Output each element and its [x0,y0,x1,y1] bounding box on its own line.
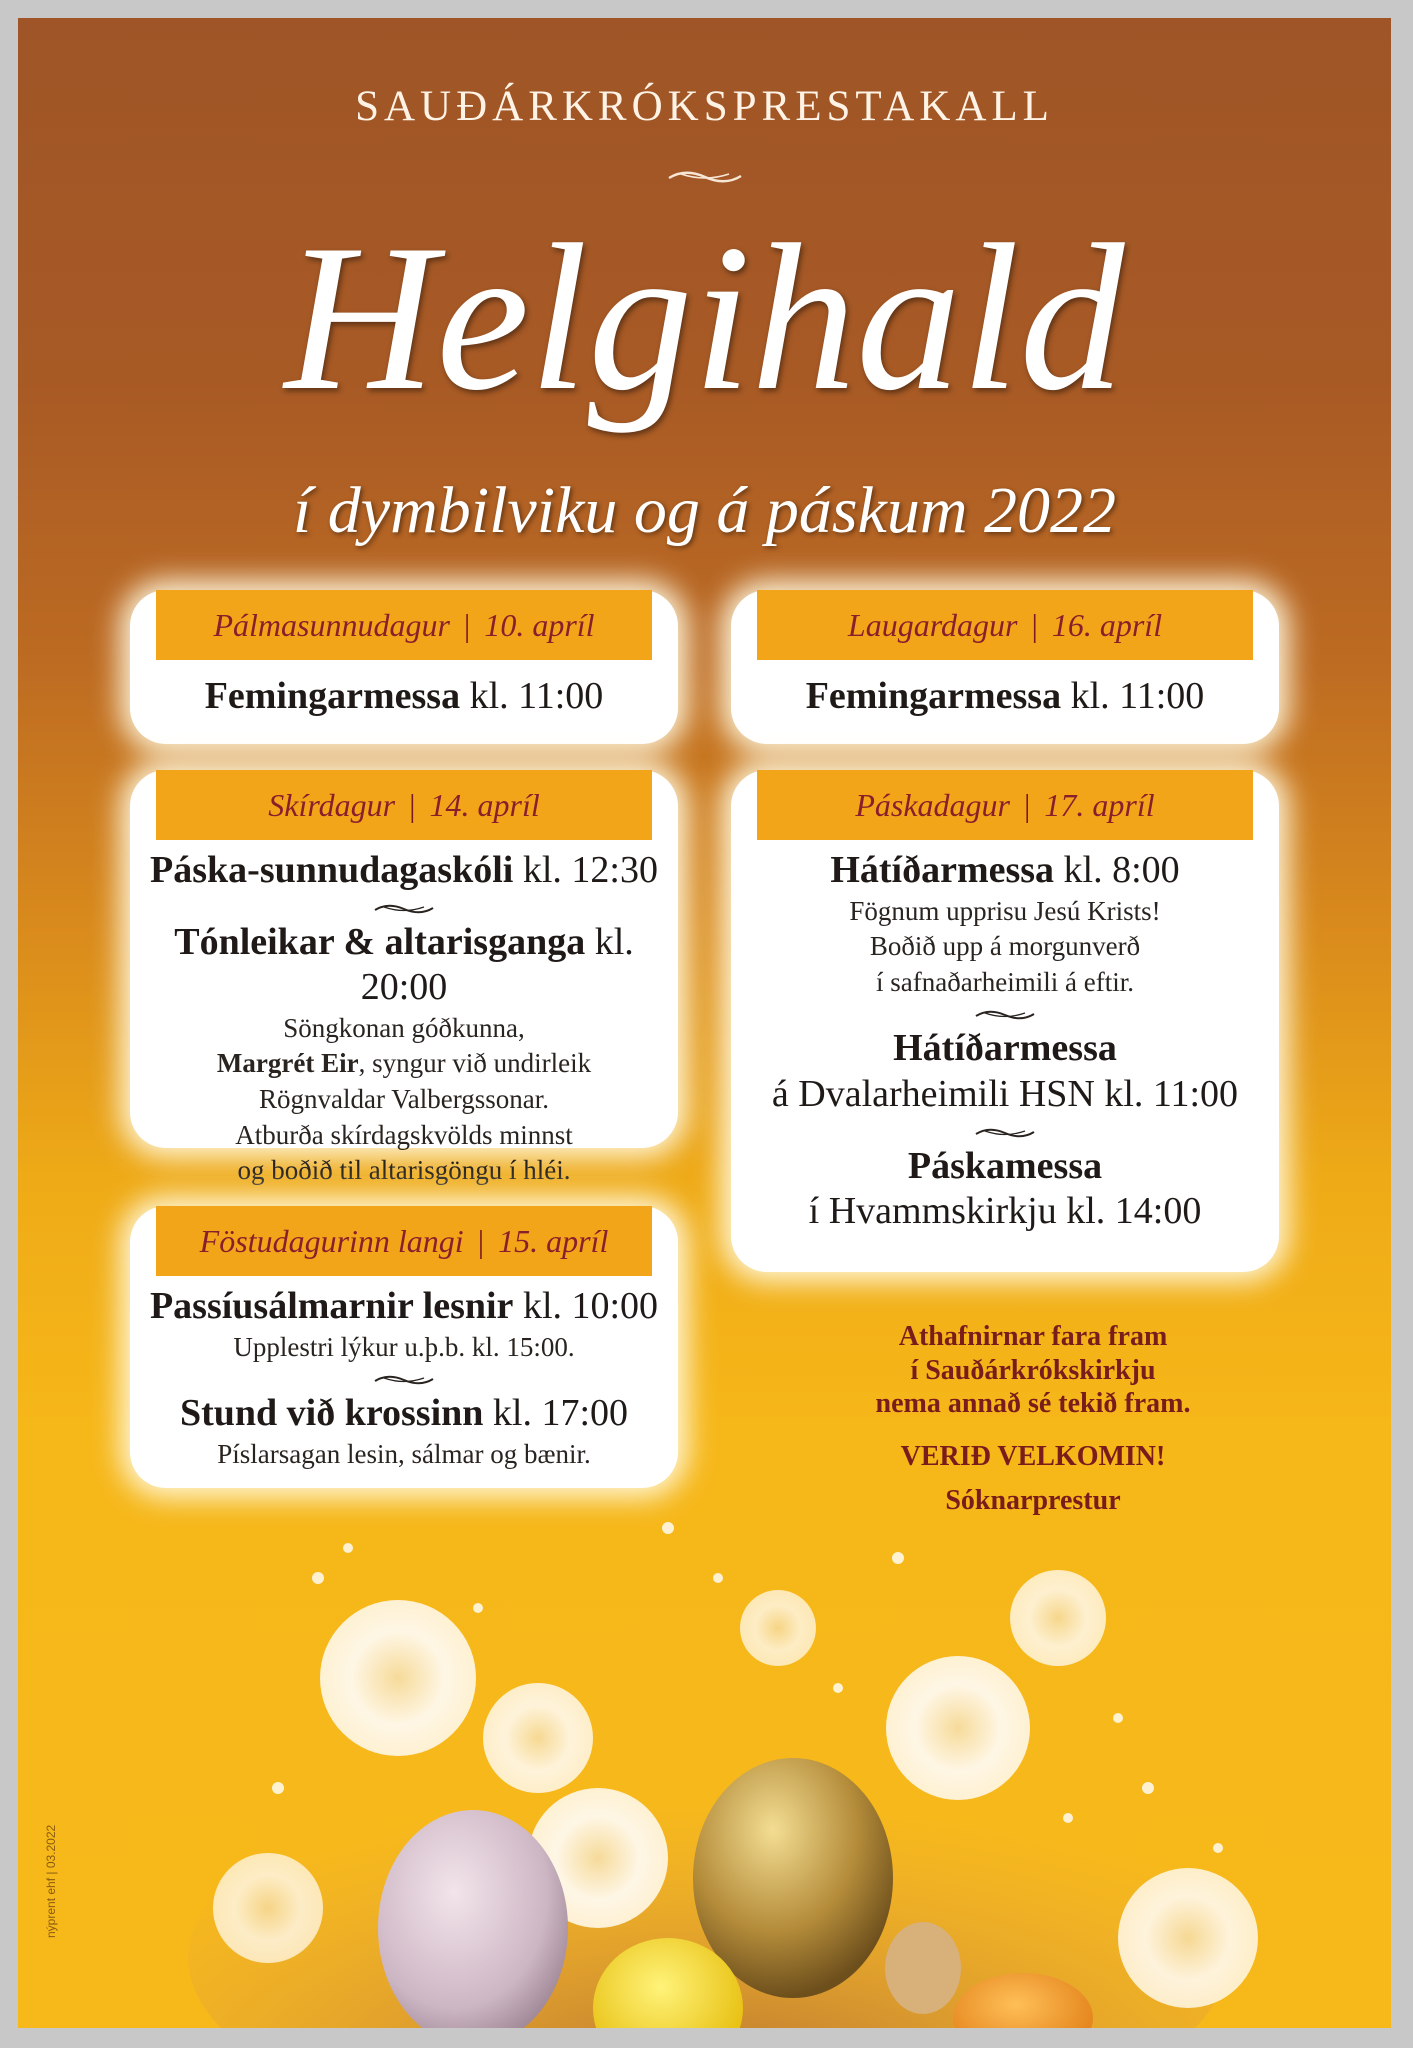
event-title: Hátíðarmessa [830,849,1055,891]
description-line: Fögnum upprisu Jesú Krists! [849,895,1161,926]
card-body [731,848,1279,1235]
signature-line: Sóknarprestur [945,1485,1121,1516]
performer-name: Margrét Eir [216,1048,359,1079]
quail-egg [885,1922,961,2014]
welcome-text [793,1440,1273,1474]
event-time: kl. 11:00 [1061,675,1205,717]
event-time: kl. 12:30 [513,849,658,891]
description-text: , syngur við undirleik [358,1048,592,1079]
card-body [731,674,1279,720]
event-title [731,1026,1279,1072]
card-header [156,1206,652,1276]
poster [18,18,1391,2028]
welcome-line: VERIÐ VELKOMIN! [900,1441,1166,1472]
event-title-text: Hátíðarmessa [893,1027,1117,1070]
day-label: Pálmasunnudagur [213,606,450,643]
description-line: Atburða skírdagskvölds minnst [235,1119,573,1150]
day-label: Páskadagur [855,786,1010,823]
description-line: Rögnvaldar Valbergssonar. [259,1084,549,1115]
card-saturday [731,590,1279,744]
card-body [130,848,678,1189]
event-line [130,1284,678,1330]
event-title-text: Páskamessa [907,1144,1103,1187]
card-maundy-thursday [130,770,678,1186]
date-label: 15. apríl [498,1222,609,1259]
separator: | [1024,786,1031,823]
divider-flourish [372,1371,436,1389]
event-time: kl. 10:00 [513,1285,659,1327]
card-header [156,590,652,660]
day-label: Föstudagurinn langi [199,1222,464,1259]
description-line: Boðið upp á morgunverð [869,931,1141,962]
separator: | [1031,606,1038,643]
event-title: Passíusálmarnir lesnir [149,1285,514,1327]
card-good-friday [130,1206,678,1488]
event-title: Femingarmessa [204,675,461,717]
card-body [130,1284,678,1472]
event-title: Páska-sunnudagaskóli [150,849,514,891]
header-flourish [665,166,745,188]
event-line [130,674,678,720]
event-line [130,920,678,1011]
day-label: Laugardagur [847,606,1018,643]
organization-name: SAUÐÁRKRÓKSPRESTAKALL [355,83,1054,130]
event-line [130,1391,678,1437]
separator: | [409,786,416,823]
event-time: kl. 11:00 [460,675,604,717]
card-header [757,590,1253,660]
event-time: kl. 8:00 [1054,849,1180,891]
event-title: Stund við krossinn [179,1392,484,1435]
description-line: í safnaðarheimili á eftir. [876,966,1134,997]
event-line [731,848,1279,894]
event-place: á Dvalarheimili HSN kl. 11:00 [771,1073,1239,1116]
date-label: 14. apríl [429,786,540,823]
easter-eggs-flowers-image [18,1488,1391,2028]
card-header [757,770,1253,840]
event-title [731,1144,1279,1190]
card-body [130,674,678,720]
divider-flourish [973,1006,1037,1024]
event-title: Femingarmessa [805,675,1062,717]
event-description [130,1011,678,1189]
event-description: Upplestri lýkur u.þ.b. kl. 15:00. [233,1331,575,1362]
event-line [130,848,678,894]
card-easter-sunday [731,770,1279,1272]
card-header [156,770,652,840]
event-title: Tónleikar & altarisganga [174,920,586,963]
closing-line: nema annað sé tekið fram. [875,1388,1191,1420]
divider-flourish [973,1124,1037,1142]
event-description [731,894,1279,1001]
date-label: 17. apríl [1044,786,1155,823]
separator: | [463,606,471,643]
closing-note [793,1320,1273,1421]
page-title: Helgihald [284,202,1125,434]
event-time: kl. 17:00 [483,1392,629,1435]
closing-line: Athafnirnar fara fram [898,1321,1168,1352]
closing-line: í Sauðárkrókskirkju [910,1354,1156,1386]
event-place: í Hvammskirkju kl. 14:00 [808,1190,1202,1233]
printer-imprint: nýprent ehf | 03.2022 [44,1824,58,1938]
description-line: og boðið til altarisgöngu í hléi. [237,1155,571,1186]
date-label: 16. apríl [1051,606,1163,643]
separator: | [477,1222,485,1259]
divider-flourish [372,900,436,918]
description-line: Söngkonan góðkunna, [283,1012,525,1043]
date-label: 10. apríl [484,606,595,643]
description-line [130,1046,678,1082]
day-label: Skírdagur [268,786,396,823]
card-palm-sunday [130,590,678,744]
event-description: Píslarsagan lesin, sálmar og bænir. [217,1438,591,1469]
page-subtitle: í dymbilviku og á páskum 2022 [292,474,1117,547]
event-time: kl. 20:00 [360,920,634,1009]
event-line [731,674,1279,720]
